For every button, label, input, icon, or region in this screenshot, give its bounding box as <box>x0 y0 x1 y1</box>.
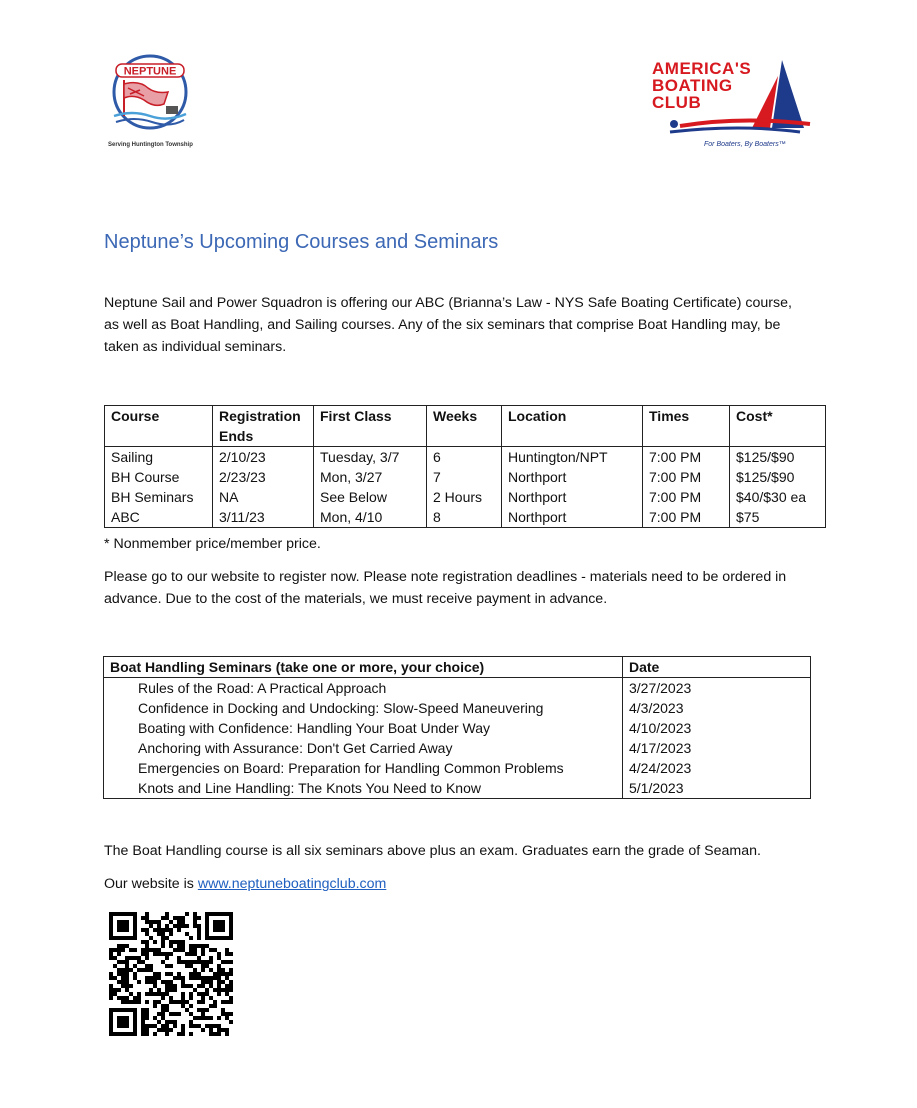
column-header: Cost* <box>730 406 826 447</box>
column-header: Weeks <box>427 406 502 447</box>
seminar-title: Rules of the Road: A Practical Approach <box>104 678 623 699</box>
abc-logo-tagline: For Boaters, By Boaters™ <box>704 141 786 148</box>
cost: $125/$90 <box>730 467 826 487</box>
course-name: BH Seminars <box>105 487 213 507</box>
qr-code <box>109 912 233 1036</box>
course-name: ABC <box>105 507 213 528</box>
column-header: First Class <box>314 406 427 447</box>
neptune-logo-name: NEPTUNE <box>123 65 177 78</box>
seminar-date: 4/24/2023 <box>623 758 811 778</box>
registration-ends: 2/10/23 <box>213 447 314 468</box>
cost: $40/$30 ea <box>730 487 826 507</box>
table-row <box>105 467 826 487</box>
time: 7:00 PM <box>643 467 730 487</box>
table-row <box>104 758 811 778</box>
neptune-logo-tagline: Serving Huntington Township <box>108 142 193 148</box>
seminar-title: Emergencies on Board: Preparation for Handling Common Problems <box>104 758 623 778</box>
table-row <box>104 698 811 718</box>
neptune-logo <box>104 48 212 156</box>
americas-boating-club-logo <box>640 58 820 158</box>
table-row <box>105 507 826 528</box>
column-header: Boat Handling Seminars (take one or more, your choice) <box>104 657 623 678</box>
column-header: Location <box>502 406 643 447</box>
weeks: 2 Hours <box>427 487 502 507</box>
seminar-date: 4/17/2023 <box>623 738 811 758</box>
registration-ends: 2/23/23 <box>213 467 314 487</box>
website-link[interactable]: www.neptuneboatingclub.com <box>197 876 387 892</box>
course-table-header <box>105 406 826 447</box>
intro-paragraph: Neptune Sail and Power Squadron is offering our ABC (Brianna’s Law - NYS Safe Boating Certificate) course, as well as Boat Handling, and Sailing courses. Any of the six seminars that comprise Boat Handling may, be taken as individual seminars. <box>104 295 792 355</box>
first-class: Mon, 4/10 <box>314 507 427 528</box>
time: 7:00 PM <box>643 447 730 468</box>
column-header: Date <box>623 657 811 678</box>
first-class: Tuesday, 3/7 <box>314 447 427 468</box>
table-row <box>104 778 811 799</box>
time: 7:00 PM <box>643 487 730 507</box>
abc-logo-line1: AMERICA'S <box>652 59 752 78</box>
column-header: Times <box>643 406 730 447</box>
seminar-title: Confidence in Docking and Undocking: Slow-Speed Maneuvering <box>104 698 623 718</box>
seminar-title: Boating with Confidence: Handling Your Boat Under Way <box>104 718 623 738</box>
course-name: BH Course <box>105 467 213 487</box>
registration-ends: 3/11/23 <box>213 507 314 528</box>
time: 7:00 PM <box>643 507 730 528</box>
page-title: Neptune’s Upcoming Courses and Seminars <box>104 231 499 253</box>
table-row <box>105 487 826 507</box>
location: Northport <box>502 507 643 528</box>
column-header: Registration Ends <box>213 406 314 447</box>
course-table <box>104 405 826 528</box>
price-footnote: * Nonmember price/member price. <box>104 536 321 552</box>
first-class: See Below <box>314 487 427 507</box>
registration-note: Please go to our website to register now. Please note registration deadlines - materials need to be ordered in advance. Due to the cost of the materials, we must receive payment in advance. <box>104 569 787 607</box>
seminar-date: 3/27/2023 <box>623 678 811 699</box>
weeks: 6 <box>427 447 502 468</box>
table-row <box>104 678 811 699</box>
location: Huntington/NPT <box>502 447 643 468</box>
weeks: 7 <box>427 467 502 487</box>
abc-logo-line3: CLUB <box>652 93 702 112</box>
website-line <box>104 873 386 895</box>
website-prefix: Our website is <box>104 876 198 892</box>
table-row <box>104 738 811 758</box>
table-row <box>105 447 826 468</box>
column-header: Course <box>105 406 213 447</box>
seminar-table-header <box>104 657 811 678</box>
seminar-date: 4/10/2023 <box>623 718 811 738</box>
location: Northport <box>502 467 643 487</box>
seminar-title: Knots and Line Handling: The Knots You Need to Know <box>104 778 623 799</box>
cost: $125/$90 <box>730 447 826 468</box>
seminar-title: Anchoring with Assurance: Don't Get Carried Away <box>104 738 623 758</box>
course-name: Sailing <box>105 447 213 468</box>
location: Northport <box>502 487 643 507</box>
table-row <box>104 718 811 738</box>
abc-logo-line2: BOATING <box>652 76 733 95</box>
weeks: 8 <box>427 507 502 528</box>
seminar-date: 4/3/2023 <box>623 698 811 718</box>
seminar-date: 5/1/2023 <box>623 778 811 799</box>
closing-paragraph: The Boat Handling course is all six seminars above plus an exam. Graduates earn the grade of Seaman. <box>104 843 761 859</box>
seminar-table <box>103 656 811 799</box>
cost: $75 <box>730 507 826 528</box>
registration-ends: NA <box>213 487 314 507</box>
first-class: Mon, 3/27 <box>314 467 427 487</box>
